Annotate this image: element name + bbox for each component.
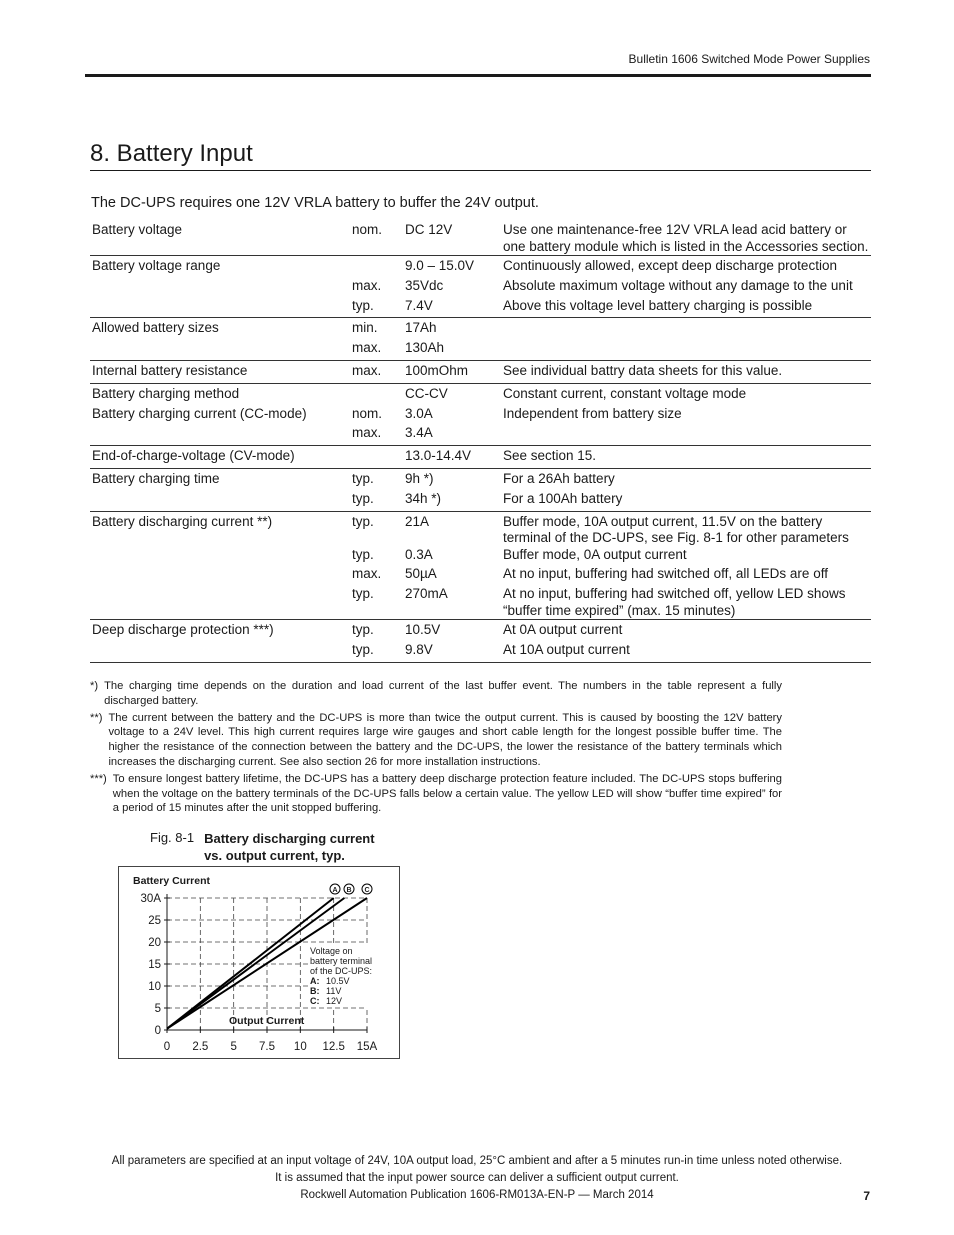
spec-table-body bbox=[90, 222, 871, 662]
table-cell-value: 3.4A bbox=[405, 425, 433, 441]
footnote-text: The charging time depends on the duration and load current of the last buffer event. The numbers in the table represent a fully discharged battery. bbox=[104, 680, 782, 707]
footnote-marker: **) bbox=[90, 711, 103, 724]
page-number: 7 bbox=[863, 1189, 870, 1203]
table-row bbox=[90, 256, 871, 278]
table-cell-value: 50µA bbox=[405, 566, 437, 582]
table-cell-param: Internal battery resistance bbox=[90, 360, 350, 383]
x-tick-label: 2.5 bbox=[192, 1041, 209, 1053]
table-cell-qual: nom. bbox=[352, 222, 383, 237]
legend-key: C: bbox=[310, 996, 320, 1006]
table-cell-param: Battery voltage bbox=[92, 222, 183, 237]
table-cell-qual: typ. bbox=[352, 490, 374, 506]
table-cell-desc: See section 15. bbox=[501, 446, 871, 469]
legend-value: 11V bbox=[326, 986, 342, 996]
figure-title: Battery discharging current vs. output current, typ. bbox=[204, 831, 375, 863]
table-cell-param bbox=[90, 425, 350, 445]
table-cell-param bbox=[90, 547, 350, 567]
y-tick-label: 5 bbox=[154, 1003, 161, 1015]
table-row bbox=[90, 406, 871, 426]
table-cell-value: 35Vdc bbox=[405, 277, 444, 293]
footnote-marker: ***) bbox=[90, 772, 107, 785]
table-cell-qual: max. bbox=[352, 340, 382, 356]
table-row bbox=[90, 425, 871, 445]
y-axis-label: Battery Current bbox=[133, 875, 211, 887]
footnotes bbox=[90, 679, 782, 818]
table-row bbox=[90, 468, 871, 490]
table-cell-value: 100mOhm bbox=[403, 360, 501, 383]
table-cell-value: 10.5V bbox=[403, 620, 501, 642]
footnote bbox=[90, 711, 782, 770]
table-cell-qual bbox=[350, 446, 403, 469]
table-row bbox=[90, 318, 871, 340]
table-cell-value: 270mA bbox=[405, 586, 448, 602]
table-cell-param bbox=[90, 642, 350, 662]
discharge-current-chart bbox=[119, 867, 401, 1060]
table-cell-param: Battery discharging current **) bbox=[90, 511, 350, 547]
x-tick-label: 12.5 bbox=[322, 1041, 345, 1053]
x-tick-label: 7.5 bbox=[259, 1041, 275, 1053]
table-row bbox=[90, 222, 871, 256]
legend-title-line: Voltage on bbox=[310, 946, 353, 956]
table-row bbox=[90, 340, 871, 360]
table-cell-value: 17Ah bbox=[403, 318, 501, 340]
footer-note-2: It is assumed that the input power source can deliver a sufficient output current. bbox=[275, 1172, 679, 1184]
y-tick-label: 25 bbox=[148, 915, 161, 927]
table-cell-value: 130Ah bbox=[405, 340, 445, 356]
table-cell-qual: typ. bbox=[350, 511, 403, 547]
table-cell-desc: Buffer mode, 0A output current bbox=[503, 546, 687, 562]
footnote-text: The current between the battery and the DC-UPS is more than twice the output current. This is caused by boosting the 12V battery voltage to a 24V level. This high current requires large wire gauges and short cable length for the longest possible buffer time. The higher the resistance of the connection between the battery and the DC-UPS, the lower the resistance of the battery terminals which increases the discharging current. See also section 26 for more installation instructions. bbox=[108, 711, 782, 768]
table-cell-param: End-of-charge-voltage (CV-mode) bbox=[90, 446, 350, 469]
section-title: 8. Battery Input bbox=[90, 140, 253, 167]
table-cell-value: 9.0 – 15.0V bbox=[403, 256, 501, 278]
y-tick-label: 20 bbox=[148, 937, 161, 949]
table-cell-desc: At no input, buffering had switched off, yellow LED shows “buffer time expired” (max. 15 minutes) bbox=[503, 586, 846, 618]
table-cell-value: 3.0A bbox=[405, 405, 433, 421]
x-tick-label: 10 bbox=[293, 1041, 307, 1053]
table-cell-param bbox=[90, 278, 350, 298]
running-header: Bulletin 1606 Switched Mode Power Supplies bbox=[628, 52, 870, 66]
table-cell-qual: typ. bbox=[350, 642, 403, 662]
table-row bbox=[90, 642, 871, 662]
table-cell-param: Battery charging current (CC-mode) bbox=[92, 405, 307, 421]
table-cell-desc: At 10A output current bbox=[501, 642, 871, 662]
series-marker-label: B bbox=[346, 887, 352, 894]
figure-number: Fig. 8-1 bbox=[150, 830, 195, 845]
table-cell-qual: min. bbox=[350, 318, 403, 340]
table-cell-qual bbox=[350, 383, 403, 405]
table-cell-desc: At 0A output current bbox=[501, 620, 871, 642]
table-cell-qual: max. bbox=[352, 566, 382, 582]
table-row bbox=[90, 360, 871, 383]
table-cell-desc bbox=[501, 318, 871, 340]
table-row bbox=[90, 547, 871, 567]
table-cell-qual: nom. bbox=[352, 405, 383, 421]
table-cell-param: Battery charging time bbox=[90, 468, 350, 490]
table-row bbox=[90, 446, 871, 469]
footnote-text: To ensure longest battery lifetime, the DC-UPS has a battery deep discharge protection feature included. The DC-UPS stops buffering when the voltage on the battery terminals of the DC-UPS falls below a certain value. The yellow LED will show “buffer time expired” for a period of 15 minutes after the unit stopped buffering. bbox=[112, 772, 782, 815]
y-tick-label: 0 bbox=[154, 1025, 161, 1037]
legend-value: 10.5V bbox=[326, 976, 350, 986]
table-cell-qual bbox=[350, 256, 403, 278]
table-cell-desc: At no input, buffering had switched off, all LEDs are off bbox=[503, 566, 828, 582]
table-cell-desc: For a 100Ah battery bbox=[503, 490, 623, 506]
table-cell-desc: See individual battry data sheets for this value. bbox=[501, 360, 871, 383]
table-cell-value: CC-CV bbox=[403, 383, 501, 405]
table-cell-qual: max. bbox=[350, 360, 403, 383]
table-row bbox=[90, 566, 871, 586]
table-cell-desc bbox=[501, 425, 871, 445]
legend-key: B: bbox=[310, 986, 320, 996]
legend-title-line: of the DC-UPS: bbox=[310, 966, 373, 976]
table-cell-qual: typ. bbox=[352, 297, 374, 313]
table-cell-value: DC 12V bbox=[405, 222, 453, 237]
table-cell-value: 0.3A bbox=[405, 546, 433, 562]
x-tick-label: 0 bbox=[163, 1041, 171, 1053]
y-tick-label: 10 bbox=[148, 981, 161, 993]
series-marker-label: A bbox=[332, 887, 338, 894]
legend-value: 12V bbox=[326, 996, 343, 1006]
table-row bbox=[90, 383, 871, 405]
table-cell-qual: typ. bbox=[352, 586, 374, 602]
table-row bbox=[90, 278, 871, 298]
intro-text: The DC-UPS requires one 12V VRLA battery to buffer the 24V output. bbox=[91, 195, 539, 211]
table-cell-desc: Absolute maximum voltage without any damage to the unit bbox=[503, 277, 853, 293]
table-cell-desc: Constant current, constant voltage mode bbox=[501, 383, 871, 405]
battery-spec-table bbox=[90, 222, 871, 663]
table-cell-param: Allowed battery sizes bbox=[90, 318, 350, 340]
table-cell-param: Battery charging method bbox=[90, 383, 350, 405]
table-cell-qual: max. bbox=[352, 277, 382, 293]
table-cell-param bbox=[90, 586, 350, 620]
x-tick-label: 5 bbox=[230, 1041, 237, 1053]
table-cell-value: 7.4V bbox=[405, 297, 433, 313]
table-cell-value: 9h *) bbox=[403, 468, 501, 490]
table-cell-value: 21A bbox=[403, 511, 501, 547]
table-row bbox=[90, 511, 871, 547]
table-cell-desc: Use one maintenance-free 12V VRLA lead acid battery or one battery module which is listed in the Accessories section. bbox=[503, 222, 869, 254]
table-cell-param bbox=[90, 340, 350, 360]
table-cell-qual: typ. bbox=[350, 468, 403, 490]
table-cell-desc: Above this voltage level battery charging is possible bbox=[503, 297, 813, 313]
series-marker-label: C bbox=[364, 887, 370, 894]
x-tick-label: 15A bbox=[356, 1041, 378, 1053]
y-tick-label: 15 bbox=[148, 959, 161, 971]
table-cell-desc bbox=[501, 340, 871, 360]
footer-note-1: All parameters are specified at an input voltage of 24V, 10A output load, 25°C ambient and after a 5 minutes run-in time unless noted otherwise. bbox=[111, 1155, 843, 1167]
chart-frame bbox=[118, 866, 400, 1059]
table-cell-qual: typ. bbox=[350, 620, 403, 642]
footer-publication: Rockwell Automation Publication 1606-RM013A-EN-P — March 2014 bbox=[300, 1189, 654, 1201]
table-cell-qual: typ. bbox=[352, 546, 374, 562]
table-cell-qual: max. bbox=[352, 425, 382, 441]
y-tick-label: 30A bbox=[140, 893, 161, 905]
x-axis-label: Output Current bbox=[229, 1015, 305, 1027]
table-row bbox=[90, 586, 871, 620]
footnote bbox=[90, 679, 782, 709]
table-cell-param: Battery voltage range bbox=[90, 256, 350, 278]
footnote-marker: *) bbox=[90, 680, 99, 692]
table-cell-value: 34h *) bbox=[405, 490, 442, 506]
table-row bbox=[90, 298, 871, 318]
table-row bbox=[90, 491, 871, 511]
legend-key: A: bbox=[310, 976, 320, 986]
legend-title-line: battery terminal bbox=[310, 956, 373, 966]
table-cell-param: Deep discharge protection ***) bbox=[90, 620, 350, 642]
table-cell-param bbox=[90, 491, 350, 511]
table-row bbox=[90, 620, 871, 642]
table-cell-desc: Continuously allowed, except deep discharge protection bbox=[501, 256, 871, 278]
figure-caption bbox=[150, 830, 384, 864]
table-cell-desc: Buffer mode, 10A output current, 11.5V on the battery terminal of the DC-UPS, see Fig. 8-1 for other parameters bbox=[501, 511, 871, 547]
table-cell-desc: Independent from battery size bbox=[503, 405, 682, 421]
table-cell-desc: For a 26Ah battery bbox=[501, 468, 871, 490]
table-cell-param bbox=[90, 298, 350, 318]
table-cell-value: 13.0-14.4V bbox=[403, 446, 501, 469]
title-rule bbox=[90, 170, 871, 171]
header-rule bbox=[85, 74, 871, 77]
footnote bbox=[90, 772, 782, 816]
table-cell-value: 9.8V bbox=[403, 642, 501, 662]
table-cell-param bbox=[90, 566, 350, 586]
